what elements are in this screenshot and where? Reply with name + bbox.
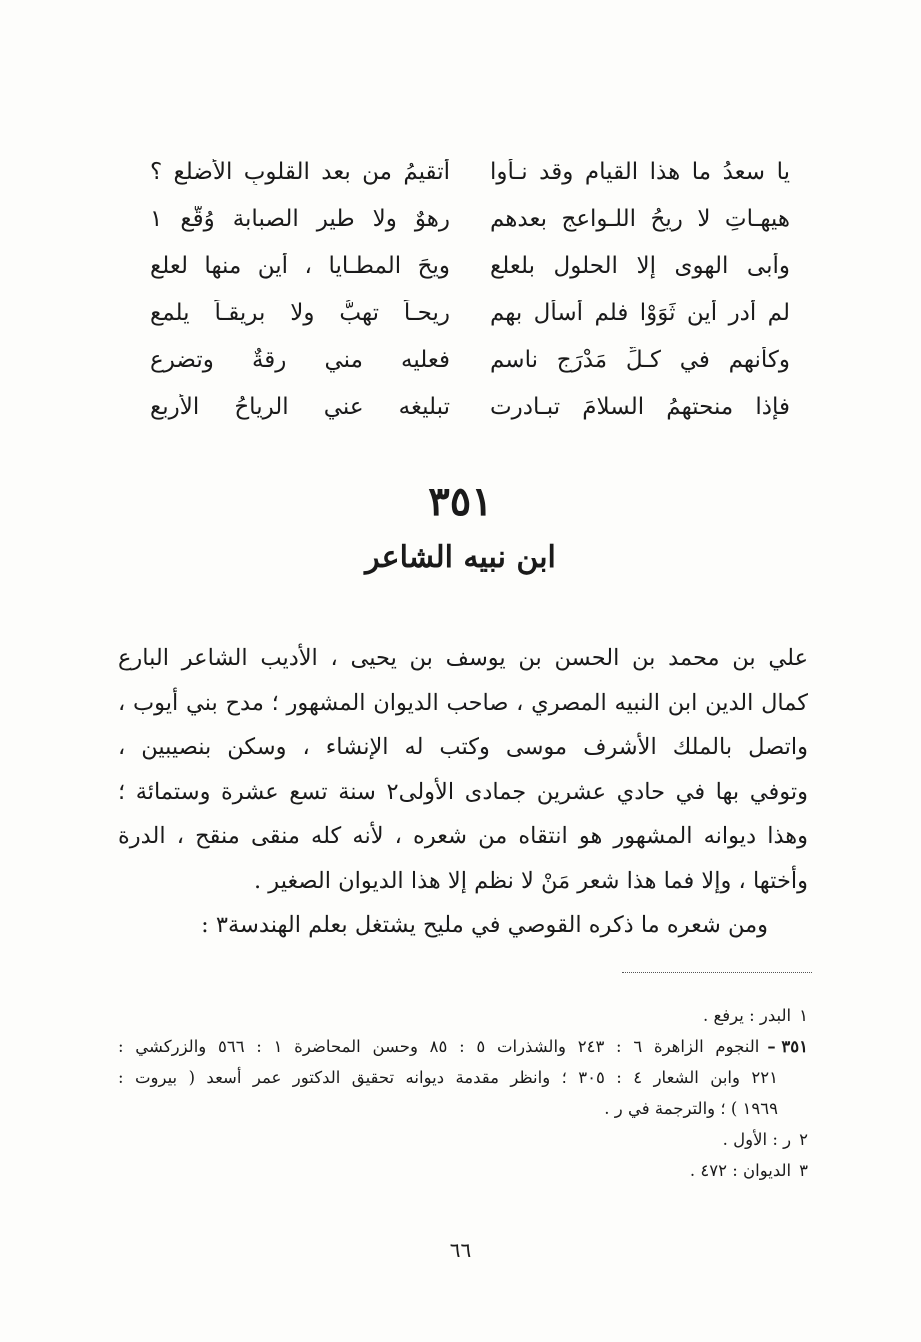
poem-intro-line: ومن شعره ما ذكره القوصي في مليح يشتغل بعلم الهندسة٣ : (201, 912, 768, 938)
poem-verse (150, 195, 790, 242)
verse-second-hemistich: تبليغه عني الرياحُ الأربع (150, 393, 450, 420)
footnote-continuation (118, 1062, 808, 1093)
verse-first-hemistich: لم أدر أين ثَوَوْا فلم أسأل بهم (490, 299, 790, 326)
verse-first-hemistich: هيهـاتِ لا ريحُ اللـواعجِ بعدهم (490, 205, 790, 232)
paragraph-line: وهذا ديوانه المشهور هو انتقاه من شعره ، لأنه كله منقى منقح ، الدرة (118, 823, 808, 849)
poem-verse (150, 242, 790, 289)
footnote (118, 1155, 808, 1186)
footnote-text: الديوان : ٤٧٢ . (689, 1161, 792, 1180)
footnotes (118, 1000, 808, 1186)
paragraph-line: واتصل بالملك الأشرف موسى وكتب له الإنشاء ، وسكن بنصيبين ، (118, 734, 808, 760)
footnote-continuation (118, 1093, 808, 1124)
footnote-number: ٢ (799, 1130, 808, 1149)
footnote (118, 1031, 808, 1062)
footnote-number: ٣٥١ – (767, 1037, 808, 1056)
poem-verse (150, 336, 790, 383)
footnote-text: ٢٢١ وابن الشعار ٤ : ٣٠٥ ؛ وانظر مقدمة ديوانه تحقيق الدكتور عمر أسعد ( بيروت : (118, 1068, 778, 1087)
footnote (118, 1124, 808, 1155)
footnote-separator (622, 972, 812, 973)
footnote-number: ٣ (799, 1161, 808, 1180)
poem (150, 148, 790, 430)
paragraph-line: كمال الدين ابن النبيه المصري ، صاحب الديوان المشهور ؛ مدح بني أيوب ، (118, 689, 808, 716)
paragraph-line: علي بن محمد بن الحسن بن يوسف بن يحيى ، الأديب الشاعر البارع (118, 645, 808, 671)
footnote-text: البدر : يرفع . (703, 1006, 792, 1025)
footnote-text: ١٩٦٩ ) ؛ والترجمة في ر . (604, 1099, 778, 1118)
paragraph-line: وتوفي بها في حادي عشرين جمادى الأولى٢ سنة تسع عشرة وستمائة ؛ (118, 778, 808, 805)
footnote-number: ١ (799, 1006, 808, 1025)
footnote-text: ر : الأول . (722, 1130, 792, 1149)
verse-second-hemistich: أتقيمُ من بعد القلوبِ الأضلع ؟ (150, 158, 450, 185)
biography-paragraph (118, 636, 808, 948)
paragraph-line: وأختها ، وإلا فما هذا شعر مَنْ لا نظم إلا هذا الديوان الصغير . (253, 867, 808, 894)
verse-second-hemistich: ريحـاً تهبُّ ولا بريقـاً يلمع (150, 299, 450, 326)
verse-second-hemistich: رهوٌ ولا طير الصبابة وُقَّع ١ (150, 205, 450, 232)
verse-first-hemistich: يا سعدُ ما هذا القيام وقد نـأوا (490, 158, 790, 185)
page-number: ٦٦ (449, 1238, 472, 1262)
verse-first-hemistich: فإذا منحتهمُ السلامَ تبـادرت (490, 393, 790, 420)
footnote (118, 1000, 808, 1031)
poem-verse (150, 148, 790, 195)
verse-second-hemistich: فعليه مني رقةٌ وتضرع (150, 346, 450, 373)
entry-number: ٣٥١ (428, 478, 493, 525)
poem-verse (150, 383, 790, 430)
verse-second-hemistich: ويحَ المطـايا ، أين منها لعلع (150, 252, 450, 279)
verse-first-hemistich: وكأنهم في كـلِّ مَدْرَجِ ناسمٍ (490, 346, 790, 373)
verse-first-hemistich: وأبى الهوى إلا الحلول بلعلعٍ (490, 252, 790, 279)
poem-verse (150, 289, 790, 336)
footnote-text: النجوم الزاهرة ٦ : ٢٤٣ والشذرات ٥ : ٨٥ وحسن المحاضرة ١ : ٥٦٦ والزركشي : (118, 1037, 760, 1056)
entry-title: ابن نبيه الشاعر (365, 540, 556, 575)
